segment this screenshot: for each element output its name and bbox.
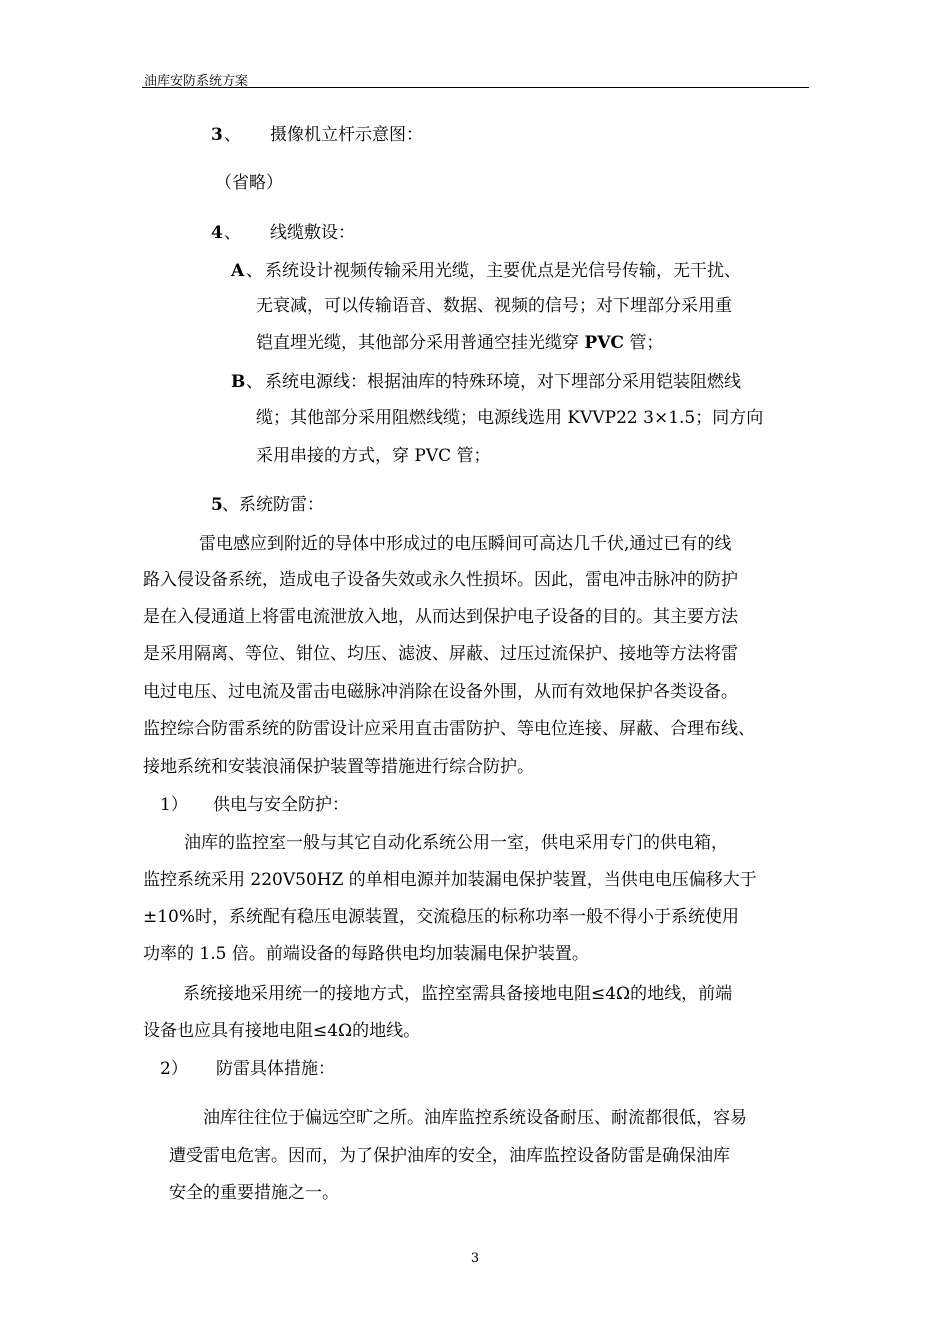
para-1-line: 路入侵设备系统，造成电子设备失效或永久性损坏。因此，雷电冲击脉冲的防护 — [143, 570, 738, 590]
para-1-line: 是采用隔离、等位、钳位、均压、滤波、屏蔽、过压过流保护、接地等方法将雷 — [143, 644, 738, 664]
item-a-separator: 、 — [246, 261, 263, 281]
header-title: 油库安防系统方案 — [144, 74, 249, 89]
section-3-omitted: （省略） — [215, 173, 283, 193]
page-number: 3 — [470, 1251, 480, 1266]
para-1-line: 接地系统和安装浪涌保护装置等措施进行综合防护。 — [143, 757, 534, 777]
para-3-line: 系统接地采用统一的接地方式，监控室需具备接地电阻≤4Ω的地线，前端 — [183, 984, 733, 1004]
para-2-line: 油库的监控室一般与其它自动化系统公用一室，供电采用专门的供电箱， — [184, 833, 728, 853]
para-1-line: 电过电压、过电流及雷击电磁脉冲消除在设备外围，从而有效地保护各类设备。 — [143, 682, 738, 702]
section-4-number: 4 — [211, 223, 223, 243]
header-rule — [142, 87, 809, 88]
section-3-separator: 、 — [224, 125, 241, 145]
para-3-line: 设备也应具有接地电阻≤4Ω的地线。 — [143, 1021, 421, 1041]
section-3-title: 摄像机立杆示意图： — [270, 125, 423, 145]
para-1-line: 监控综合防雷系统的防雷设计应采用直击雷防护、等电位连接、屏蔽、合理布线、 — [143, 719, 755, 739]
item-b-line-3: 采用串接的方式，穿 PVC 管； — [256, 446, 491, 466]
subsection-2-title: 防雷具体措施： — [216, 1059, 335, 1079]
subsection-1-title: 供电与安全防护： — [213, 795, 349, 815]
item-a-pvc: PVC — [584, 333, 624, 353]
para-1-line: 是在入侵通道上将雷电流泄放入地，从而达到保护电子设备的目的。其主要方法 — [143, 607, 738, 627]
item-a-line-3-text: 铠直埋光缆，其他部分采用普通空挂光缆穿 — [256, 333, 585, 353]
section-4-title: 线缆敷设： — [270, 223, 355, 243]
para-2-line: 功率的 1.5 倍。前端设备的每路供电均加装漏电保护装置。 — [143, 944, 589, 964]
para-4-line: 油库往往位于偏远空旷之所。油库监控系统设备耐压、耐流都很低，容易 — [203, 1108, 747, 1128]
section-5-number: 5 — [211, 495, 223, 515]
item-b-line-2: 缆；其他部分采用阻燃线缆；电源线选用 KVVP22 3×1.5；同方向 — [256, 408, 764, 428]
item-b-separator: 、 — [246, 372, 263, 392]
item-a-line-3 — [256, 332, 663, 354]
subsection-1-number: 1） — [160, 795, 188, 815]
item-b-line-1: 系统电源线：根据油库的特殊环境，对下埋部分采用铠装阻燃线 — [265, 372, 741, 392]
para-2-line: 监控系统采用 220V50HZ 的单相电源并加装漏电保护装置，当供电电压偏移大于 — [143, 870, 757, 890]
para-4-line: 遭受雷电危害。因而，为了保护油库的安全，油库监控设备防雷是确保油库 — [169, 1146, 730, 1166]
item-a-line-2: 无衰减，可以传输语音、数据、视频的信号；对下埋部分采用重 — [256, 296, 732, 316]
item-a-line-1: 系统设计视频传输采用光缆，主要优点是光信号传输，无干扰、 — [265, 261, 741, 281]
item-a-label: A — [231, 261, 245, 281]
para-1-line: 雷电感应到附近的导体中形成过的电压瞬间可高达几千伏,通过已有的线 — [199, 534, 732, 554]
subsection-2-number: 2） — [160, 1059, 188, 1079]
para-4-line: 安全的重要措施之一。 — [169, 1183, 339, 1203]
item-b-label: B — [231, 372, 246, 392]
section-5-title: 、系统防雷： — [222, 495, 324, 515]
section-4-separator: 、 — [224, 223, 241, 243]
para-2-line: ±10%时，系统配有稳压电源装置，交流稳压的标称功率一般不得小于系统使用 — [143, 907, 740, 927]
item-a-line-3-end: 管； — [623, 333, 664, 353]
section-3-number: 3 — [211, 125, 223, 145]
